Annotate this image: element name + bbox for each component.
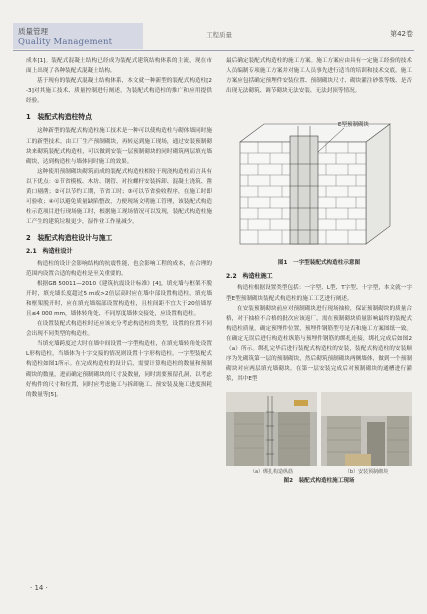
- figure-2-photos: [226, 392, 412, 476]
- journal-name-en: Quality Management: [18, 37, 113, 47]
- section-label: 工程质量: [206, 31, 232, 39]
- figure-1-illustration: [226, 102, 412, 256]
- right-column: [226, 56, 412, 486]
- subsection-heading: 2.2 构造柱施工: [226, 273, 273, 281]
- section-heading: 1 装配式构造柱特点: [26, 113, 92, 122]
- journal-name-cn: 质量管理: [18, 27, 48, 36]
- photo-block-installation: [321, 392, 412, 466]
- paragraph: 构造柱的设计会影响结构的抗震性能，也会影响工程的成本，在合理的范围内设置合适的构造柱是至关重要的。: [26, 260, 212, 277]
- left-column: [26, 56, 212, 400]
- figure-2b: [321, 392, 412, 476]
- header-divider: [13, 50, 414, 51]
- figure-1-caption: 图1 一字型装配式构造柱示意图: [277, 260, 361, 267]
- figure-2a-caption: （a）绑扎构造纵筋: [249, 469, 294, 476]
- construction-photo-b: [321, 392, 412, 466]
- subsection-heading: 2.1 构造柱设计: [26, 248, 73, 256]
- paragraph: 这种使用预制砌块砌筑而成的装配式构造柱相较于现浇构造柱而言具有以下优点：①节省模板、木坊、钢管、对拉螺杆安装拆卸、混凝土浇筑、凿黄口剔凿；②可以节约工期，节省工时；③可以节省验收程序，在施工时即可验收；④可以避免质量缺陷整改，力便现场文明施工管理，该装配式构造柱示范项目进行现场施工时，根据施工现场情况可以发现，装配式构造柱施工产生的建筑垃圾更少，湿作业工作量减少。: [26, 168, 212, 226]
- paragraph: 在安装预制砌块前应对预制砌块进行现场抽检，保证预制砌块的质量合格，对于抽检不合格的批次应该返厂。需在预制砌块质量影响最终的装配式构造柱质量，确定预埋件位置，预埋件钢筋型号是否和施工方案图纸一致。在确定无误后进行构造柱纵筋与预埋件钢筋的绑扎连接，绑扎完成后如图2（a）所示。绑扎完毕后进行装配式构造柱的安装，装配式构造柱的安装顺序为先砌筑第一层的预制砌块，然后砌筑预制砌块两侧墙体，做到一个预制砌块对应两层填充墙砌块。在第一层安装完成后对预制砌块的通槽进行灌浆，其中E型: [226, 305, 412, 383]
- page-header: [0, 0, 427, 52]
- paragraph: 当填充墙跨度过大时在墙中间设置一字型构造柱，在填充墙转角处设置L形构造柱，当墙体为十字交接的情况则设置十字形构造柱。一字型装配式构造柱如图1所示。在完成构造柱的设计后，需要计算构造柱的数量和预制砌块的数量，进而确定预制砌块的尺寸及数量，同时需要预留孔洞，以考虑好构件的尺寸和位置，同时应考虑施工与拆卸施工、预安装及施工进度损耗的数量等[5]。: [26, 341, 212, 398]
- brick-wall-drawing: [226, 102, 412, 256]
- figure-2a: [226, 392, 317, 476]
- paragraph: 最后确定装配式构造柱的施工方案。施工方案应由具有一定施工经验的技术人员编制专项施工方案并对施工人员事先进行适当的培训和技术交底。施工方案应包括确定预埋件安装位置、预制砌块尺寸、砌块灌注砂浆等级、是否出现无法砌筑、调节砌块无法安装、无法封顶等情况。: [226, 58, 412, 95]
- paragraph: 这种新型的装配式构造柱施工技术是一种可以使构造柱与砌体墙同时施工的新型技术。由工厂生产预制砌块，再转运到施工现场，通过安装预制砌块来砌筑装配式构造柱，可以做到安装一层预制砌块的同时砌筑两层填充墙砌块，达到构造柱与墙体同时施工的效果。: [26, 128, 212, 165]
- paragraph: 基于现有的装配式混凝土结构体系，本文就一种新型的装配式构造柱[2-3]对其施工技术、质量控制进行阐述，为装配式构造柱的推广和应用提供经验。: [26, 78, 212, 105]
- paragraph: 成本[1]。装配式混凝土结构已经成为装配式建筑结构体系的主流，现在市面上出现了各种装配式混凝土结构。: [26, 58, 212, 75]
- paragraph: 构造柱根据设置类型包括：一字型、L型、T字型、十字型，本文就一字型E型预制砌块装配式构造柱的施工工艺进行阐述。: [226, 285, 412, 302]
- construction-photo-a: [226, 392, 317, 466]
- figure-2b-caption: （b）安装预制砌块: [344, 469, 389, 476]
- photo-rebar-binding: [226, 392, 317, 466]
- figure-1-label: E型预制砌块: [338, 122, 369, 129]
- page-number: · 14 ·: [30, 584, 48, 592]
- figure-2-caption: 图2 装配式构造柱施工现场: [283, 478, 355, 485]
- volume-label: 第42卷: [390, 30, 413, 38]
- paragraph: 根据GB 50011—2010《建筑抗震设计标准》[4]，填充墙与框架不脱开时，填充墙长度超过5 m或>2倍层高时应在墙中部设置构造柱，填充墙和框架脱开时，应在填充墙端部设置构造柱，且柱间距不宜大于20倍墙厚且≤4 000 mm，墙体转角处、不同厚度墙体交接处，应设置构造柱。: [26, 280, 212, 317]
- paragraph: 在设置装配式构造柱时还应该充分考虑构造柱的类型，设置的位置不同会出现不同类型的构造柱。: [26, 321, 212, 338]
- section-heading: 2 装配式构造柱设计与施工: [26, 234, 113, 243]
